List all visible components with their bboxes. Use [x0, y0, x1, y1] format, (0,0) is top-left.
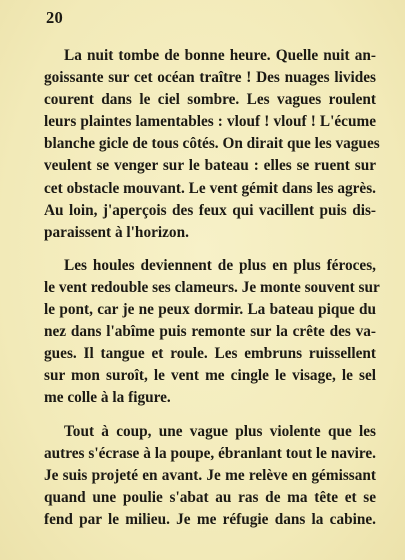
- text-line: cet obstacle mouvant. Le vent gémit dans les agrès.: [44, 179, 376, 197]
- text-line: quand une poulie s'abat au ras de ma tête et se: [44, 488, 376, 506]
- text-line: courent dans le ciel sombre. Les vagues roulent: [44, 91, 376, 109]
- text-line: goissante sur cet océan traître ! Des nuages livides: [44, 69, 376, 87]
- text-line: Je suis projeté en avant. Je me relève en gémissant: [44, 466, 376, 484]
- text-line: Les houles deviennent de plus en plus féroces,: [64, 256, 376, 274]
- paragraph-2: [44, 255, 380, 410]
- text-line: blanche gicle de tous côtés. On dirait que les vagues: [44, 135, 380, 153]
- paragraph-3: [44, 421, 376, 531]
- text-line: Au loin, j'aperçois des feux qui vacillent puis dis-: [44, 201, 376, 219]
- body-text: [44, 45, 380, 531]
- text-line: sur mon suroît, le vent me cingle le visage, le sel: [44, 367, 376, 385]
- paragraph-1: [44, 45, 380, 244]
- text-line: leurs plaintes lamentables : vlouf ! vlouf ! L'écume: [44, 113, 376, 131]
- text-line: gues. Il tangue et roule. Les embruns ruissellent: [44, 345, 376, 363]
- text-line: me colle à la figure.: [44, 389, 171, 407]
- text-line: autres s'écrase à la poupe, ébranlant tout le navire.: [44, 444, 376, 462]
- text-line: paraissent à l'horizon.: [44, 223, 189, 241]
- text-line: le pont, car je ne peux dormir. La bateau pique du: [44, 301, 376, 319]
- text-line: Tout à coup, une vague plus violente que les: [64, 422, 376, 440]
- text-line: La nuit tombe de bonne heure. Quelle nuit an-: [64, 47, 376, 64]
- text-line: le vent redouble ses clameurs. Je monte souvent sur: [44, 278, 380, 296]
- text-line: nez dans l'abîme puis remonte sur la crête des va-: [44, 323, 376, 341]
- page-number: 20: [46, 8, 63, 27]
- text-line: veulent se venger sur le bateau : elles se ruent sur: [44, 157, 376, 175]
- text-line: fend par le milieu. Je me réfugie dans la cabine.: [44, 510, 376, 528]
